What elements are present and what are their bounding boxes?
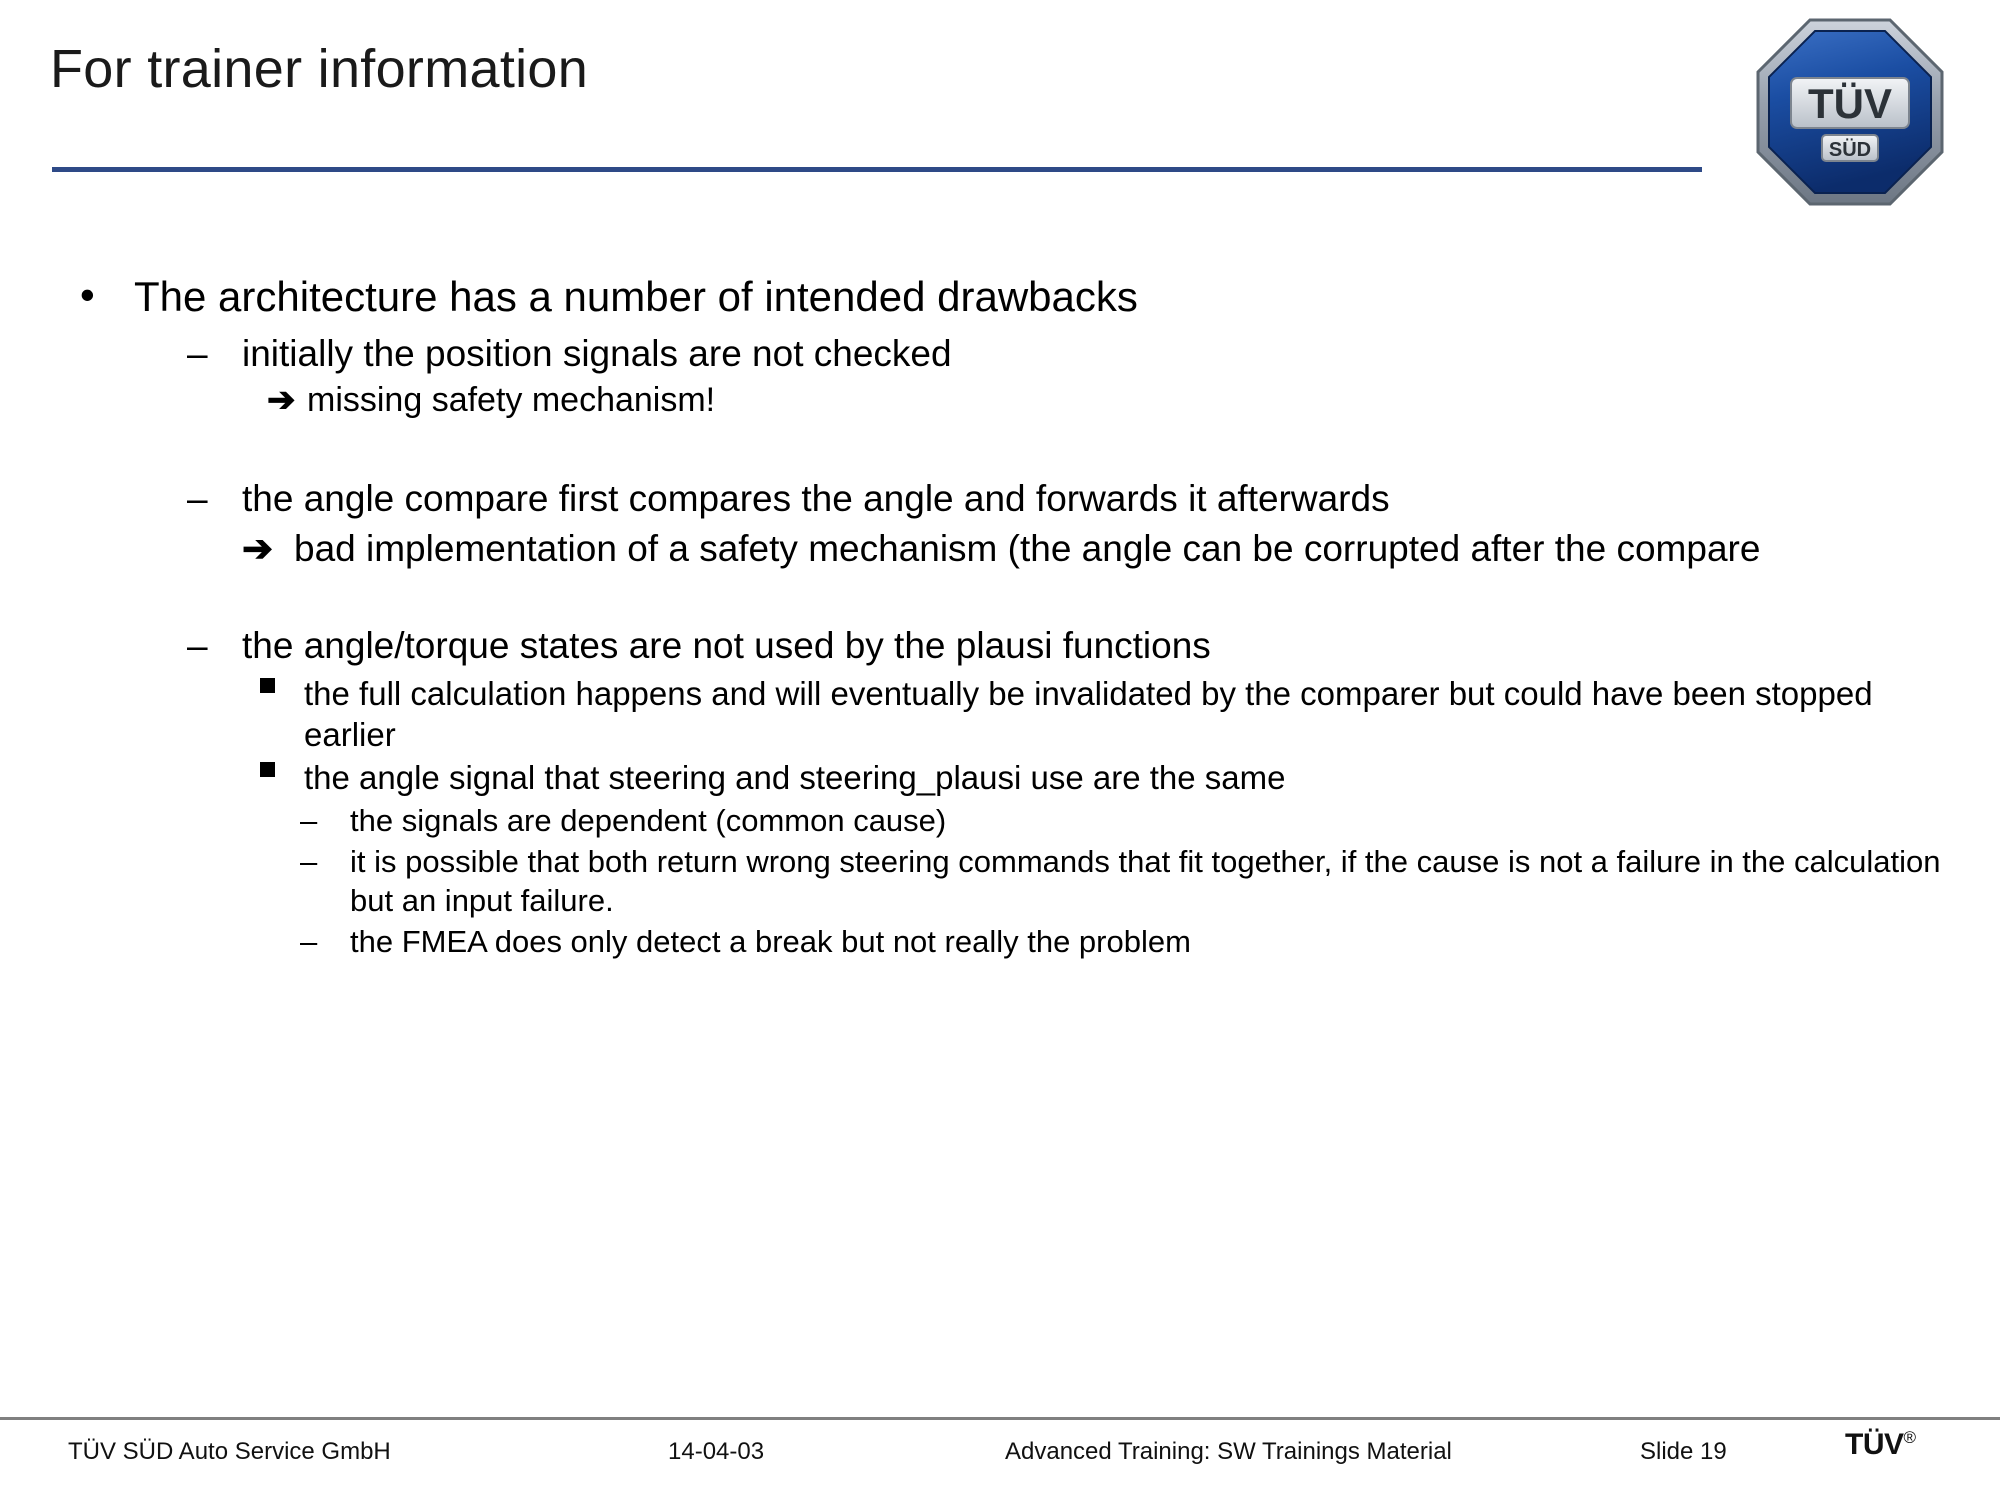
bullet-sub1-arrow-text: missing safety mechanism! xyxy=(307,380,716,419)
bullet-sub2-arrow-text: bad implementation of a safety mechanism (the angle can be corrupted after the compare xyxy=(294,528,1761,570)
square-bullet-icon xyxy=(260,761,275,781)
arrow-icon: ➔ xyxy=(267,380,296,419)
page-title: For trainer information xyxy=(50,39,589,99)
bullet-sub2 xyxy=(52,477,1952,521)
footer-date: 14-04-03 xyxy=(668,1438,765,1465)
arrow-icon: ➔ xyxy=(242,528,274,570)
bullet-sub1-arrow xyxy=(52,380,1952,421)
footer-logo xyxy=(1845,1428,1916,1462)
bullet-sub3-b1-text: the signals are dependent (common cause) xyxy=(350,802,947,838)
bullet-sub3-a-text: the full calculation happens and will eventually be invalidated by the comparer but could have been stopped earlier xyxy=(304,674,1873,754)
bullet-sub3-b-text: the angle signal that steering and steering_plausi use are the same xyxy=(304,759,1286,797)
footer-logo-text: TÜV xyxy=(1845,1428,1904,1461)
footer-logo-registered: ® xyxy=(1903,1428,1916,1447)
bullet-sub3-b3-text: the FMEA does only detect a break but not really the problem xyxy=(350,923,1191,959)
bullet-sub3-b xyxy=(52,757,1952,798)
footer xyxy=(0,1424,2000,1500)
logo-main-text: TÜV xyxy=(1808,80,1892,127)
tuv-sud-logo xyxy=(1752,14,1948,210)
bullet-sub3 xyxy=(52,624,1952,668)
footer-company: TÜV SÜD Auto Service GmbH xyxy=(68,1438,391,1465)
spacer xyxy=(52,576,1952,624)
dash-icon: – xyxy=(300,923,318,959)
spacer xyxy=(52,425,1952,477)
dash-icon: – xyxy=(300,802,318,838)
footer-slide-number: Slide 19 xyxy=(1640,1438,1727,1465)
footer-divider xyxy=(0,1417,2000,1420)
square-bullet-icon xyxy=(260,677,275,697)
bullet-sub3-b3 xyxy=(52,922,1952,961)
bullet-main-text: The architecture has a number of intended drawbacks xyxy=(134,273,1138,320)
bullet-dot-icon: • xyxy=(80,271,95,318)
dash-icon: – xyxy=(187,625,208,667)
dash-icon: – xyxy=(187,477,208,519)
bullet-sub3-a xyxy=(52,673,1952,756)
bullet-sub1-text: initially the position signals are not checked xyxy=(242,332,952,374)
bullet-sub3-text: the angle/torque states are not used by the plausi functions xyxy=(242,625,1211,667)
footer-course: Advanced Training: SW Trainings Material xyxy=(1005,1438,1452,1465)
bullet-sub3-b1 xyxy=(52,801,1952,840)
title-divider xyxy=(52,167,1702,172)
bullet-sub3-b2 xyxy=(52,842,1952,920)
bullet-sub3-b2-text: it is possible that both return wrong steering commands that fit together, if the cause is not a failure in the calculation but an input failure. xyxy=(350,843,1941,918)
bullet-sub2-arrow xyxy=(52,525,1952,572)
dash-icon: – xyxy=(300,843,318,879)
dash-icon: – xyxy=(187,332,208,374)
logo-sub-text: SÜD xyxy=(1828,139,1872,161)
bullet-sub1 xyxy=(52,332,1952,376)
bullet-sub2-text: the angle compare first compares the angle and forwards it afterwards xyxy=(242,477,1390,519)
slide-body xyxy=(52,272,1952,963)
bullet-main xyxy=(52,272,1952,322)
